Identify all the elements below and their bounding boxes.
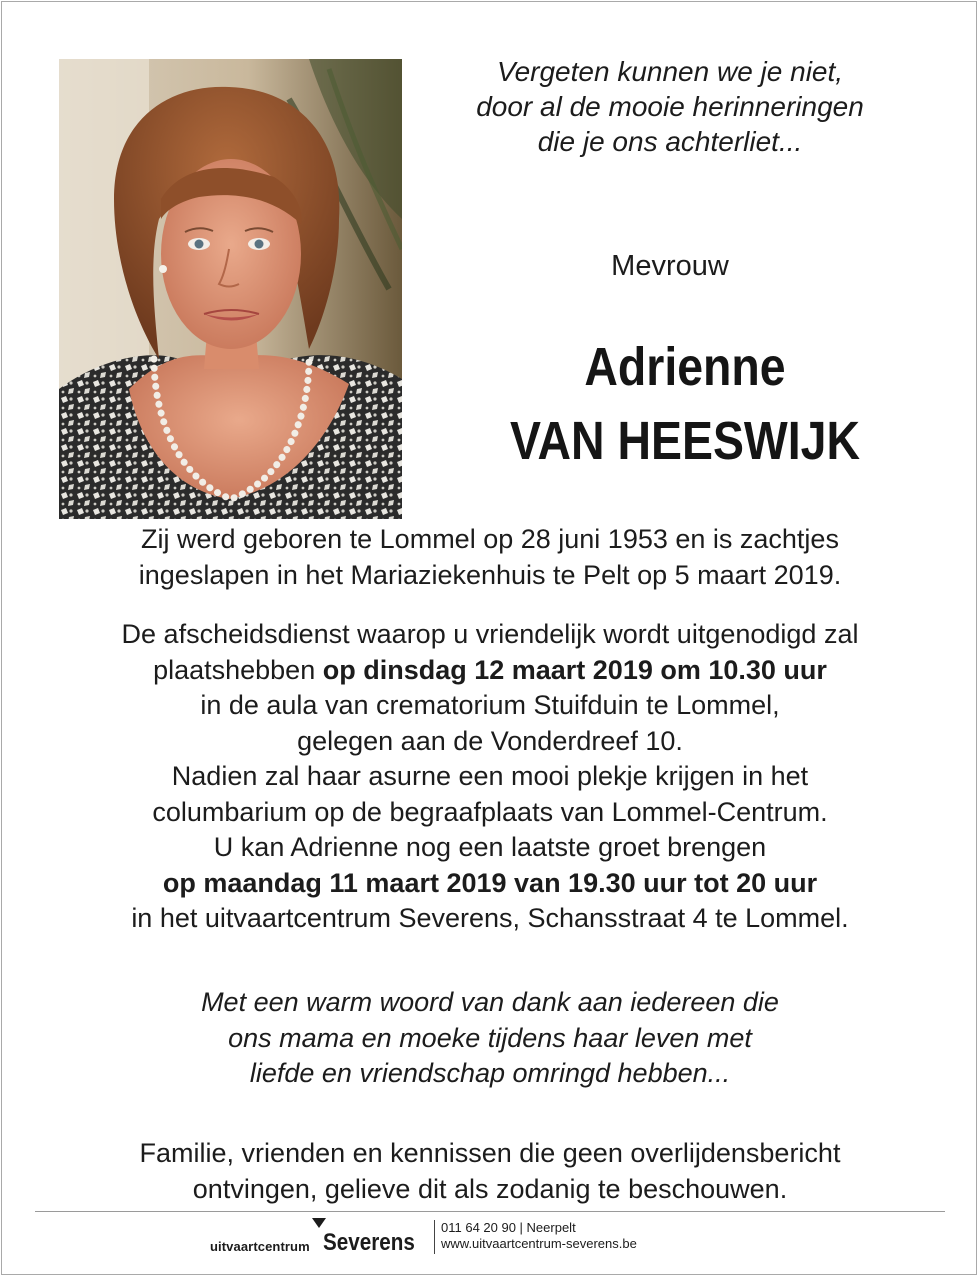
thanks-paragraph <box>30 985 950 1092</box>
service-datetime: op dinsdag 12 maart 2019 om 10.30 uur <box>322 654 827 685</box>
text-line: Familie, vrienden en kennissen die geen overlijdensbericht <box>139 1138 841 1168</box>
triangle-icon <box>312 1218 326 1228</box>
deceased-name <box>423 330 948 478</box>
website-link[interactable]: www.uitvaartcentrum-severens.be <box>441 1236 637 1251</box>
text-line: in de aula van crematorium Stuifduin te Lommel, <box>200 690 780 720</box>
text-line: De afscheidsdienst waarop u vriendelijk wordt uitgenodigd zal <box>121 619 859 649</box>
phone-line: 011 64 20 90 | Neerpelt <box>441 1220 576 1235</box>
text-line: ontvingen, gelieve dit als zodanig te beschouwen. <box>192 1173 788 1204</box>
portrait-photo <box>59 59 402 519</box>
text-line: U kan Adrienne nog een laatste groet brengen <box>213 832 767 862</box>
text-line: columbarium op de begraafplaats van Lommel-Centrum. <box>152 796 828 827</box>
text-line <box>30 866 950 902</box>
notice-paragraph <box>30 1136 950 1207</box>
text-line <box>30 653 950 689</box>
logo-brand: Severens <box>323 1229 415 1256</box>
logo-prefix: uitvaartcentrum <box>210 1239 310 1254</box>
poem-line: door al de mooie herinneringen <box>476 91 864 122</box>
text-line: Met een warm woord van dank aan iedereen die <box>201 987 779 1017</box>
last-name: VAN HEESWIJK <box>509 411 861 471</box>
text-line: in het uitvaartcentrum Severens, Schansstraat 4 te Lommel. <box>131 903 849 933</box>
poem-line: die je ons achterliet... <box>537 126 803 157</box>
birth-death-paragraph <box>30 522 950 593</box>
text-line: Zij werd geboren te Lommel op 28 juni 1953 en is zachtjes <box>141 524 839 554</box>
text-line: Nadien zal haar asurne een mooi plekje krijgen in het <box>171 761 809 791</box>
visitation-datetime: op maandag 11 maart 2019 van 19.30 uur tot 20 uur <box>162 867 818 898</box>
poem-line: Vergeten kunnen we je niet, <box>496 56 844 87</box>
opening-poem <box>420 54 920 159</box>
text-span: plaatshebben <box>153 654 323 685</box>
text-line: gelegen aan de Vonderdreef 10. <box>297 725 683 756</box>
footer-divider <box>35 1211 945 1212</box>
text-line: ingeslapen in het Mariaziekenhuis te Pelt op 5 maart 2019. <box>138 559 842 590</box>
text-line: liefde en vriendschap omringd hebben... <box>249 1058 731 1088</box>
contact-info <box>434 1220 637 1254</box>
first-name: Adrienne <box>584 337 786 397</box>
text-line: ons mama en moeke tijdens haar leven met <box>228 1022 752 1053</box>
service-paragraph <box>30 617 950 937</box>
salutation: Mevrouw <box>611 250 729 282</box>
